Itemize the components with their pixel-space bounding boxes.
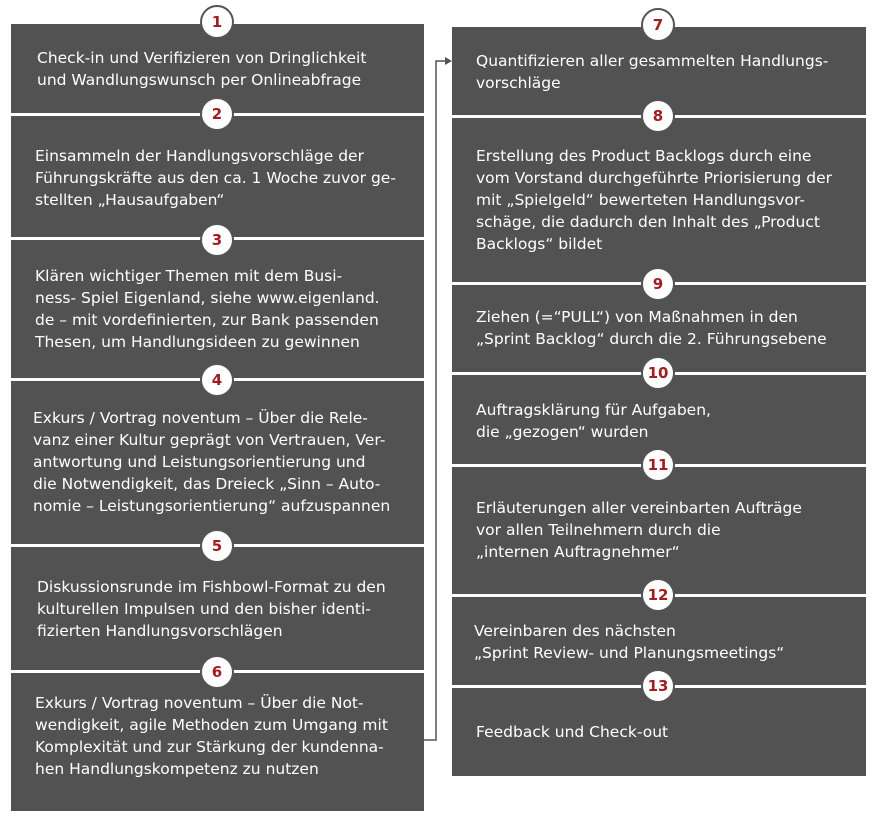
step-box-11 bbox=[452, 467, 866, 594]
step-number-4: 4 bbox=[200, 363, 234, 397]
step-text-9: Ziehen (=“PULL“) von Maßnahmen in den „Sprint Backlog“ durch die 2. Führungsebene bbox=[476, 308, 827, 348]
step-box-8 bbox=[452, 118, 866, 282]
step-number-1: 1 bbox=[200, 5, 234, 39]
step-text-12: Vereinbaren des nächsten „Sprint Review- und Planungsmeetings“ bbox=[474, 622, 785, 662]
step-number-12: 12 bbox=[641, 578, 675, 612]
step-box-4 bbox=[11, 381, 424, 544]
step-number-7: 7 bbox=[641, 8, 675, 42]
step-box-5 bbox=[11, 547, 424, 670]
step-text-11: Erläuterungen aller vereinbarten Aufträge vor allen Teilnehmern durch die „internen Auftragnehmer“ bbox=[476, 499, 802, 561]
step-box-2 bbox=[11, 116, 424, 237]
step-text-7: Quantifizieren aller gesammelten Handlungs- vorschläge bbox=[476, 52, 829, 92]
step-number-10: 10 bbox=[641, 356, 675, 390]
step-text-6: Exkurs / Vortrag noventum – Über die Not- wendigkeit, agile Methoden zum Umgang mit Komplexität und zur Stärkung der kundenna- hen Handlungskompetenz zu nutzen bbox=[35, 694, 388, 778]
step-number-13: 13 bbox=[641, 669, 675, 703]
step-text-1: Check-in und Verifizieren von Dringlichkeit und Wandlungswunsch per Onlineabfrage bbox=[37, 49, 367, 89]
step-text-4: Exkurs / Vortrag noventum – Über die Rele- vanz einer Kultur geprägt von Vertrauen, Ver- antwortung und Leistungsorientierung und die Notwendigkeit, das Dreieck „Sinn – Auto- nomie – Leistungsorientierung“ aufzuspannen bbox=[33, 409, 391, 515]
step-number-8: 8 bbox=[641, 99, 675, 133]
step-number-11: 11 bbox=[641, 448, 675, 482]
step-number-2: 2 bbox=[200, 97, 234, 131]
step-text-8: Erstellung des Product Backlogs durch eine vom Vorstand durchgeführte Priorisierung der mit „Spielgeld“ bewerteten Handlungsvor- schäge, die dadurch den Inhalt des „Product Backlogs“ bildet bbox=[476, 147, 832, 253]
step-text-2: Einsammeln der Handlungsvorschläge der Führungskräfte aus den ca. 1 Woche zuvor ge- stellten „Hausaufgaben“ bbox=[35, 147, 396, 209]
step-text-3: Klären wichtiger Themen mit dem Busi- ness- Spiel Eigenland, siehe www.eigenland. de – mit vordefinierten, zur Bank passenden Thesen, um Handlungsideen zu gewinnen bbox=[35, 267, 380, 351]
step-box-6 bbox=[11, 673, 424, 811]
step-text-13: Feedback und Check-out bbox=[476, 723, 669, 741]
step-text-10: Auftragsklärung für Aufgaben, die „gezogen“ wurden bbox=[476, 401, 711, 441]
step-number-9: 9 bbox=[641, 267, 675, 301]
step-number-6: 6 bbox=[200, 655, 234, 689]
step-text-5: Diskussionsrunde im Fishbowl-Format zu den kulturellen Impulsen und den bisher identi- fizierten Handlungsvorschlägen bbox=[37, 578, 386, 640]
step-box-3 bbox=[11, 240, 424, 378]
step-number-3: 3 bbox=[200, 223, 234, 257]
step-number-5: 5 bbox=[200, 529, 234, 563]
